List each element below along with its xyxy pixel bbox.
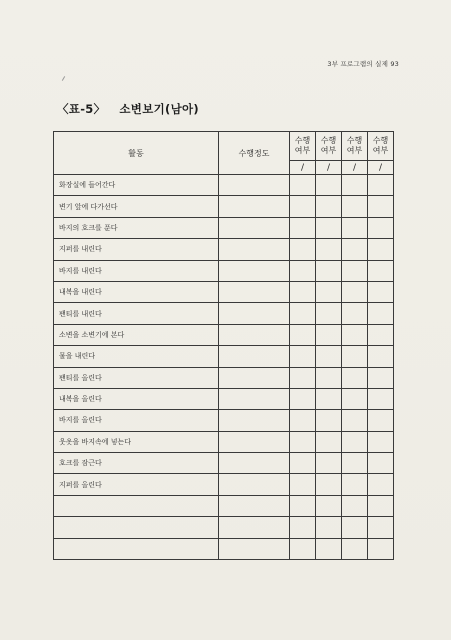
activity-cell: 웃옷을 바지속에 넣는다 [54, 431, 219, 452]
performed-cell[interactable] [368, 260, 394, 281]
degree-cell[interactable] [219, 538, 290, 559]
degree-cell[interactable] [219, 217, 290, 238]
performed-cell[interactable] [368, 346, 394, 367]
header-degree: 수행정도 [219, 132, 290, 175]
performed-cell[interactable] [342, 495, 368, 516]
table-row [54, 388, 394, 409]
performed-cell[interactable] [368, 367, 394, 388]
performed-cell[interactable] [342, 175, 368, 196]
activity-cell: 화장실에 들어간다 [54, 175, 219, 196]
table-row [54, 281, 394, 302]
header-activity: 활동 [54, 132, 219, 175]
performed-cell[interactable] [316, 346, 342, 367]
header-performed-text: 수행 여부 [372, 136, 389, 155]
table-row [54, 239, 394, 260]
performed-cell[interactable] [368, 453, 394, 474]
degree-cell[interactable] [219, 367, 290, 388]
table-row [54, 538, 394, 559]
performed-cell[interactable] [290, 538, 316, 559]
performed-cell[interactable] [290, 239, 316, 260]
degree-cell[interactable] [219, 281, 290, 302]
performed-cell[interactable] [316, 367, 342, 388]
degree-cell[interactable] [219, 175, 290, 196]
activity-cell: 변기 앞에 다가선다 [54, 196, 219, 217]
activity-cell [54, 495, 219, 516]
activity-cell: 내복을 내린다 [54, 281, 219, 302]
performed-cell[interactable] [342, 346, 368, 367]
performed-cell[interactable] [342, 217, 368, 238]
table-number: 〈표-5〉 [57, 102, 106, 116]
degree-cell[interactable] [219, 260, 290, 281]
performed-cell[interactable] [290, 217, 316, 238]
performed-cell[interactable] [368, 239, 394, 260]
degree-cell[interactable] [219, 517, 290, 538]
performed-cell[interactable] [368, 517, 394, 538]
table-row [54, 260, 394, 281]
performed-cell[interactable] [368, 281, 394, 302]
header-performed-3 [342, 132, 368, 161]
header-performed-text: 수행 여부 [320, 136, 337, 155]
performed-cell[interactable] [342, 303, 368, 324]
performed-cell[interactable] [290, 453, 316, 474]
activity-cell: 바지의 호크를 푼다 [54, 217, 219, 238]
performed-cell[interactable] [342, 453, 368, 474]
table-row [54, 474, 394, 495]
header-performed-4 [368, 132, 394, 161]
degree-cell[interactable] [219, 495, 290, 516]
activity-cell: 소변을 소변기에 본다 [54, 324, 219, 345]
table-row [54, 303, 394, 324]
performed-cell[interactable] [316, 388, 342, 409]
date-mark-2[interactable]: / [316, 161, 342, 175]
performed-cell[interactable] [316, 239, 342, 260]
performed-cell[interactable] [316, 474, 342, 495]
performed-cell[interactable] [290, 346, 316, 367]
performed-cell[interactable] [368, 175, 394, 196]
performed-cell[interactable] [368, 217, 394, 238]
performed-cell[interactable] [290, 388, 316, 409]
performed-cell[interactable] [316, 217, 342, 238]
table-row [54, 495, 394, 516]
performed-cell[interactable] [316, 495, 342, 516]
activity-cell: 바지를 내린다 [54, 260, 219, 281]
performed-cell[interactable] [290, 260, 316, 281]
performed-cell[interactable] [290, 303, 316, 324]
date-mark-3[interactable]: / [342, 161, 368, 175]
performed-cell[interactable] [368, 474, 394, 495]
performed-cell[interactable] [368, 324, 394, 345]
performed-cell[interactable] [290, 324, 316, 345]
performed-cell[interactable] [316, 324, 342, 345]
degree-cell[interactable] [219, 303, 290, 324]
activity-cell: 호크를 잠근다 [54, 453, 219, 474]
date-mark-1[interactable]: / [290, 161, 316, 175]
degree-cell[interactable] [219, 431, 290, 452]
header-performed-text: 수행 여부 [294, 136, 311, 155]
performed-cell[interactable] [316, 260, 342, 281]
performed-cell[interactable] [316, 410, 342, 431]
activity-cell: 팬티를 올린다 [54, 367, 219, 388]
performed-cell[interactable] [290, 175, 316, 196]
performed-cell[interactable] [342, 367, 368, 388]
performed-cell[interactable] [316, 281, 342, 302]
header-performed-text: 수행 여부 [346, 136, 363, 155]
degree-cell[interactable] [219, 196, 290, 217]
performed-cell[interactable] [342, 239, 368, 260]
table-row [54, 410, 394, 431]
table-row [54, 217, 394, 238]
performed-cell[interactable] [290, 431, 316, 452]
degree-cell[interactable] [219, 346, 290, 367]
degree-cell[interactable] [219, 453, 290, 474]
activity-cell: 팬티를 내린다 [54, 303, 219, 324]
performed-cell[interactable] [316, 431, 342, 452]
performed-cell[interactable] [342, 260, 368, 281]
performed-cell[interactable] [342, 410, 368, 431]
date-mark-4[interactable]: / [368, 161, 394, 175]
activity-cell: 지퍼를 내린다 [54, 239, 219, 260]
degree-cell[interactable] [219, 388, 290, 409]
performed-cell[interactable] [342, 538, 368, 559]
activity-cell: 바지를 올린다 [54, 410, 219, 431]
checklist-table [53, 131, 394, 560]
activity-cell: 내복을 올린다 [54, 388, 219, 409]
performed-cell[interactable] [368, 303, 394, 324]
table-row [54, 324, 394, 345]
table-body [54, 175, 394, 560]
table-row [54, 517, 394, 538]
performed-cell[interactable] [316, 538, 342, 559]
performed-cell[interactable] [316, 303, 342, 324]
performed-cell[interactable] [342, 281, 368, 302]
performed-cell[interactable] [342, 196, 368, 217]
table-row [54, 431, 394, 452]
performed-cell[interactable] [368, 495, 394, 516]
performed-cell[interactable] [290, 196, 316, 217]
table-row [54, 367, 394, 388]
performed-cell[interactable] [290, 517, 316, 538]
activity-cell: 물을 내린다 [54, 346, 219, 367]
performed-cell[interactable] [316, 175, 342, 196]
table-title [57, 101, 199, 117]
degree-cell[interactable] [219, 239, 290, 260]
performed-cell[interactable] [316, 453, 342, 474]
table-row [54, 175, 394, 196]
table-title-text: 소변보기(남아) [119, 102, 199, 116]
degree-cell[interactable] [219, 410, 290, 431]
table-row [54, 453, 394, 474]
performed-cell[interactable] [342, 388, 368, 409]
performed-cell[interactable] [368, 431, 394, 452]
table-row [54, 196, 394, 217]
performed-cell[interactable] [342, 517, 368, 538]
performed-cell[interactable] [342, 431, 368, 452]
header-performed-1 [290, 132, 316, 161]
performed-cell[interactable] [316, 517, 342, 538]
activity-cell [54, 538, 219, 559]
performed-cell[interactable] [316, 196, 342, 217]
activity-cell [54, 517, 219, 538]
performed-cell[interactable] [342, 474, 368, 495]
running-head: 3부 프로그램의 실제 93 [327, 60, 399, 68]
performed-cell[interactable] [290, 474, 316, 495]
performed-cell[interactable] [368, 196, 394, 217]
degree-cell[interactable] [219, 324, 290, 345]
performed-cell[interactable] [368, 410, 394, 431]
performed-cell[interactable] [368, 388, 394, 409]
performed-cell[interactable] [368, 538, 394, 559]
performed-cell[interactable] [342, 324, 368, 345]
degree-cell[interactable] [219, 474, 290, 495]
performed-cell[interactable] [290, 495, 316, 516]
activity-cell: 지퍼를 올린다 [54, 474, 219, 495]
table-row [54, 346, 394, 367]
performed-cell[interactable] [290, 410, 316, 431]
performed-cell[interactable] [290, 281, 316, 302]
pencil-mark [62, 76, 65, 81]
header-performed-2 [316, 132, 342, 161]
performed-cell[interactable] [290, 367, 316, 388]
